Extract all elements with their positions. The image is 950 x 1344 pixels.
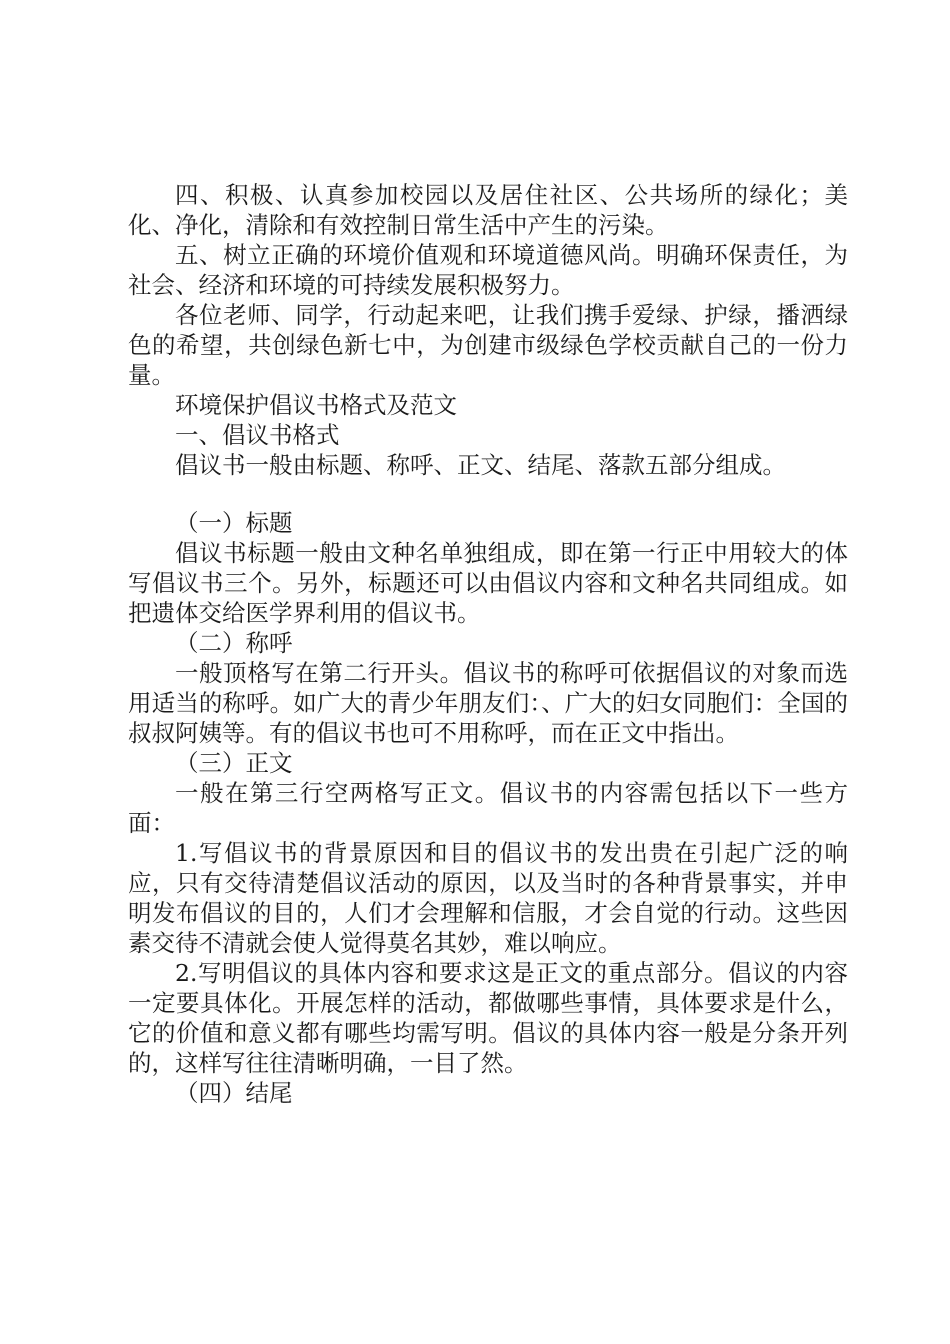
paragraph-item-4: 四、积极、认真参加校园以及居住社区、公共场所的绿化；美化、净化，清除和有效控制日常生活中产生的污染。 [128,181,848,239]
paragraph-title: 倡议书标题一般由文种名单独组成，即在第一行正中用较大的体写倡议书三个。另外，标题还可以由倡议内容和文种名共同组成。如把遗体交给医学界利用的倡议书。 [128,539,848,627]
heading-format: 一、倡议书格式 [175,421,340,449]
paragraph-body-point-1: 1.写倡议书的背景原因和目的倡议书的发出贵在引起广泛的响应，只有交待清楚倡议活动的原因，以及当时的各种背景事实，并申明发布倡议的目的，人们才会理解和信服，才会自觉的行动。这些因素交待不清就会使人觉得莫名其妙，难以响应。 [128,839,848,957]
paragraph-salutation: 一般顶格写在第二行开头。倡议书的称呼可依据倡议的对象而选用适当的称呼。如广大的青少年朋友们：、广大的妇女同胞们：全国的叔叔阿姨等。有的倡议书也可不用称呼，而在正文中指出。 [128,659,848,747]
paragraph-body: 一般在第三行空两格写正文。倡议书的内容需包括以下一些方面： [128,779,848,837]
heading-body: （三）正文 [175,749,293,777]
paragraph-format-overview: 倡议书一般由标题、称呼、正文、结尾、落款五部分组成。 [175,451,786,479]
document-body [128,180,848,1108]
paragraph-item-5: 五、树立正确的环境价值观和环境道德风尚。明确环保责任，为社会、经济和环境的可持续发展积极努力。 [128,241,848,299]
heading-salutation: （二）称呼 [175,629,293,657]
heading-title: （一）标题 [175,509,293,537]
paragraph-call-to-action: 各位老师、同学，行动起来吧，让我们携手爱绿、护绿，播洒绿色的希望，共创绿色新七中，为创建市级绿色学校贡献自己的一份力量。 [128,301,848,389]
section-title: 环境保护倡议书格式及范文 [175,391,457,419]
paragraph-body-point-2: 2.写明倡议的具体内容和要求这是正文的重点部分。倡议的内容一定要具体化。开展怎样的活动，都做哪些事情，具体要求是什么，它的价值和意义都有哪些均需写明。倡议的具体内容一般是分条开列的，这样写往往清晰明确，一目了然。 [128,959,848,1077]
heading-ending: （四）结尾 [175,1079,293,1107]
